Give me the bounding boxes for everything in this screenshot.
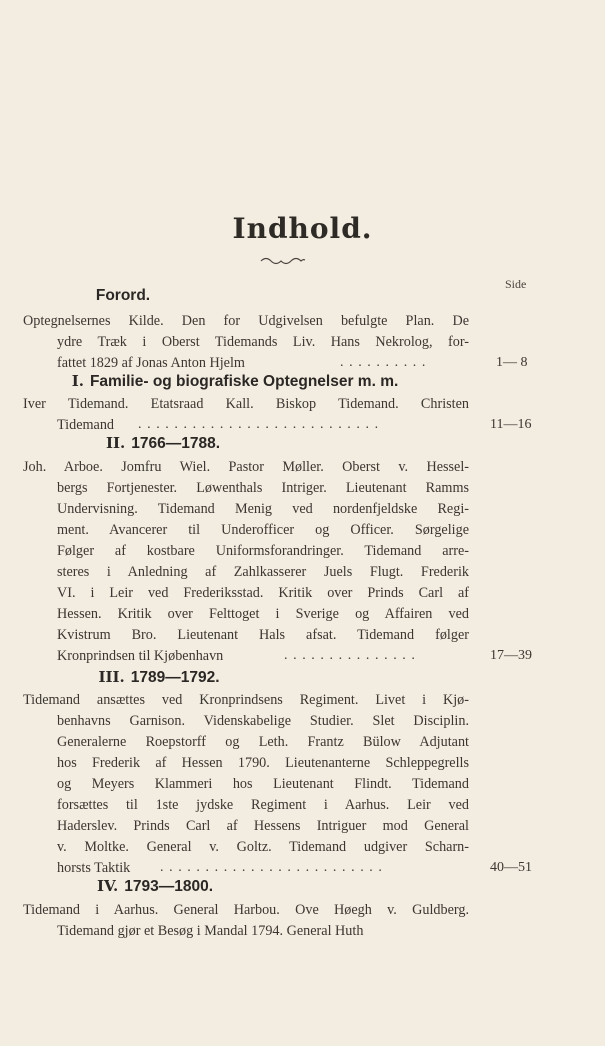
entry-line: Hessen. Kritik over Felttoget i Sverige og Affairen ved: [57, 606, 469, 622]
page-title: Indhold.: [232, 212, 373, 245]
entry-line: forsættes til 1ste jydske Regiment i Aarhus. Leir ved: [57, 797, 469, 813]
entry-line: Generalerne Roepstorff og Leth. Frantz Bülow Adjutant: [57, 734, 469, 750]
entry-line: Joh. Arboe. Jomfru Wiel. Pastor Møller. Oberst v. Hessel-: [23, 459, 469, 475]
entry-line: horsts Taktik: [57, 860, 131, 876]
entry-line: Optegnelsernes Kilde. Den for Udgivelsen befulgte Plan. De: [23, 313, 469, 329]
entry-line: og Meyers Klammeri hos Lieutenant Flindt. Tidemand: [57, 776, 469, 792]
ornament-divider-icon: [260, 254, 306, 268]
page-range: 17—39: [490, 648, 532, 663]
page-range: 40—51: [490, 860, 532, 875]
entry-line: benhavns Garnison. Videnskabelige Studier. Slet Disciplin.: [57, 713, 469, 729]
leader-dots: ...............: [284, 648, 421, 663]
section-heading-text: Familie- og biografiske Optegnelser m. m.: [89, 373, 399, 390]
page-range: 11—16: [490, 417, 532, 432]
page-column-label: Side: [505, 277, 527, 291]
entry-line: VI. i Leir ved Frederiksstad. Kritik over Prinds Carl af: [57, 585, 469, 601]
entry-line: ydre Træk i Oberst Tidemands Liv. Hans Nekrolog, for-: [57, 334, 469, 350]
entry-line: hos Frederik af Hessen 1790. Lieutenanterne Schleppegrells: [57, 755, 469, 771]
leader-dots: .........................: [160, 860, 388, 875]
entry-line: Følger af kostbare Uniformsforandringer. Tidemand arre-: [57, 543, 469, 559]
entry-line: bergs Fortjenester. Løwenthals Intriger. Lieutenant Ramms: [57, 480, 469, 496]
entry-line: Tidemand gjør et Besøg i Mandal 1794. General Huth: [57, 923, 364, 939]
section-heading-ii: [0, 434, 326, 453]
entry-line: Tidemand ansættes ved Kronprindsens Regiment. Livet i Kjø-: [23, 692, 469, 708]
page-range: 1— 8: [496, 355, 528, 370]
leader-dots: ..........: [340, 355, 431, 370]
entry-line: Iver Tidemand. Etatsraad Kall. Biskop Tidemand. Christen: [23, 396, 469, 412]
leader-dots: ...........................: [138, 417, 384, 432]
section-roman: II.: [105, 434, 126, 452]
section-roman: I.: [71, 372, 84, 390]
section-heading-iii: [0, 668, 318, 687]
entry-line: Kronprindsen til Kjøbenhavn: [57, 648, 224, 664]
entry-line: Tidemand i Aarhus. General Harbou. Ove Høegh v. Guldberg.: [23, 902, 469, 918]
section-heading-i: [0, 372, 470, 391]
entry-line: Haderslev. Prinds Carl af Hessens Intriguer mod General: [57, 818, 469, 834]
section-heading-text: 1793—1800.: [124, 878, 214, 895]
entry-line: Kvistrum Bro. Lieutenant Hals afsat. Tidemand følger: [57, 627, 469, 643]
section-heading-iv: [0, 877, 310, 896]
section-roman: III.: [98, 668, 125, 686]
section-heading-text: 1789—1792.: [130, 669, 220, 686]
entry-line: ment. Avancerer til Underofficer og Officer. Sørgelige: [57, 522, 469, 538]
entry-line: v. Moltke. General v. Goltz. Tidemand udgiver Scharn-: [57, 839, 469, 855]
section-heading-text: Forord.: [95, 287, 151, 304]
entry-line: steres i Anledning af Zahlkasserer Juels Flugt. Frederik: [57, 564, 469, 580]
section-heading-text: 1766—1788.: [131, 435, 221, 452]
entry-line: Tidemand: [57, 417, 115, 433]
section-roman: IV.: [96, 877, 119, 895]
entry-line: fattet 1829 af Jonas Anton Hjelm: [57, 355, 245, 371]
entry-line: Undervisning. Tidemand Menig ved nordenfjeldske Regi-: [57, 501, 469, 517]
section-heading-forord: [0, 287, 246, 305]
